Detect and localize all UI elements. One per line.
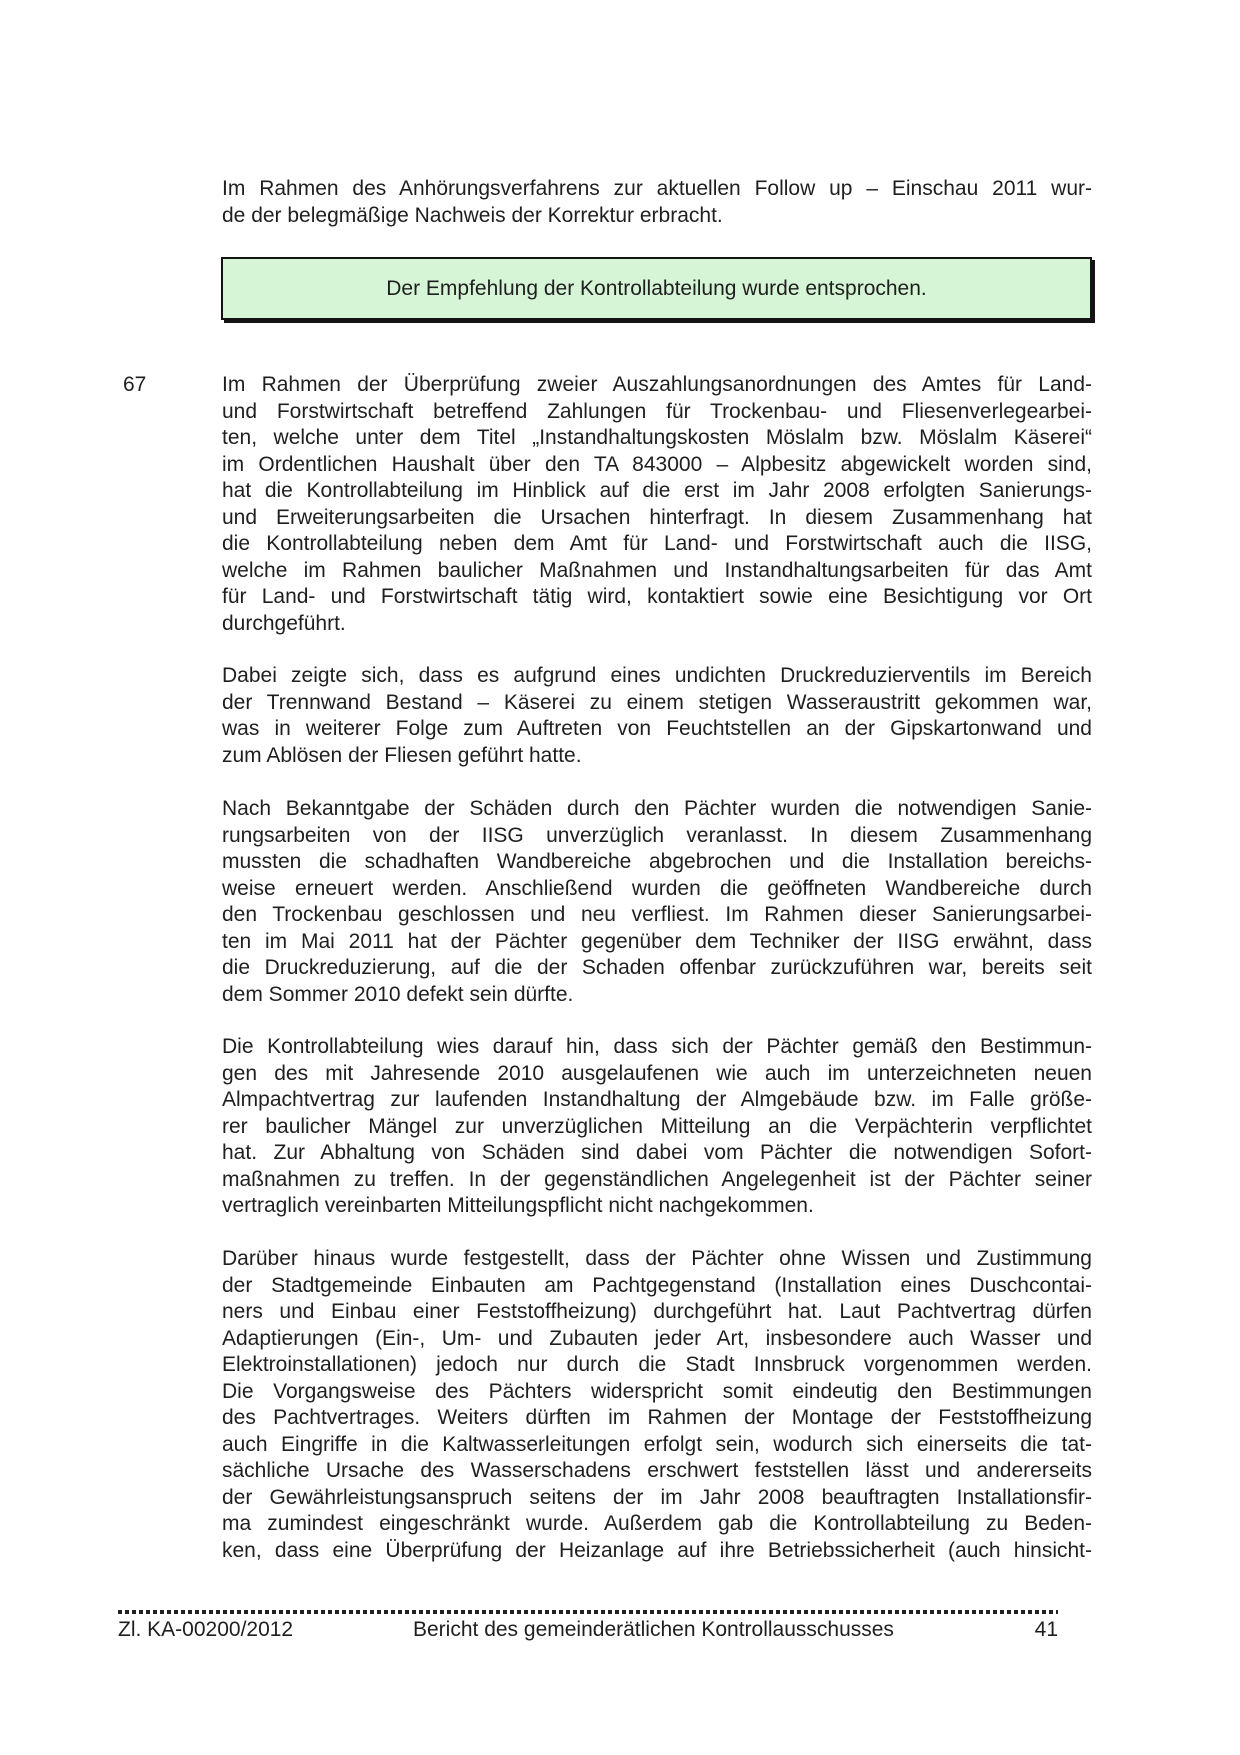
text-line: Die Vorgangsweise des Pächters widerspricht somit eindeutig den Bestimmungen <box>222 1379 1092 1403</box>
text-line: und Erweiterungsarbeiten die Ursachen hinterfragt. In diesem Zusammenhang hat <box>222 505 1092 529</box>
text-line: was in weiterer Folge zum Auftreten von Feuchtstellen an der Gipskartonwand und <box>222 717 1092 740</box>
text-line: im Ordentlichen Haushalt über den TA 843000 – Alpbesitz abgewickelt worden sind, <box>222 452 1092 476</box>
text-line: ten im Mai 2011 hat der Pächter gegenüber dem Techniker der IISG erwähnt, dass <box>222 929 1092 953</box>
text-line: Im Rahmen der Überprüfung zweier Auszahlungsanordnungen des Amtes für Land- <box>222 373 1092 396</box>
text-line: Nach Bekanntgabe der Schäden durch den Pächter wurden die notwendigen Sanie- <box>222 797 1092 820</box>
text-line: ken, dass eine Überprüfung der Heizanlage auf ihre Betriebssicherheit (auch hinsicht- <box>222 1538 1092 1562</box>
text-line: des Pachtvertrages. Weiters dürften im Rahmen der Montage der Feststoffheizung <box>222 1406 1092 1429</box>
item-number: 67 <box>123 373 147 396</box>
text-line: durchgeführt. <box>222 611 346 635</box>
body-paragraph <box>222 372 1092 637</box>
footer-title: Bericht des gemeinderätlichen Kontrollausschusses <box>413 1618 894 1641</box>
footer-reference: Zl. KA-00200/2012 <box>118 1618 294 1641</box>
text-line: hat. Zur Abhaltung von Schäden sind dabei vom Pächter die notwendigen Sofort- <box>222 1141 1092 1164</box>
body-paragraph <box>222 1246 1092 1564</box>
text-line: mussten die schadhaften Wandbereiche abgebrochen und die Installation bereichs- <box>222 850 1092 873</box>
text-line: Adaptierungen (Ein-, Um- und Zubauten jeder Art, insbesondere auch Wasser und <box>222 1326 1092 1350</box>
text-line: die Kontrollabteilung neben dem Amt für Land- und Forstwirtschaft auch die IISG, <box>222 532 1092 555</box>
text-line: Die Kontrollabteilung wies darauf hin, dass sich der Pächter gemäß den Bestimmun- <box>222 1035 1092 1058</box>
body-paragraph <box>222 663 1092 769</box>
text-line: rer baulicher Mängel zur unverzüglichen Mitteilung an die Verpächterin verpflichtet <box>222 1114 1092 1138</box>
text-line: Dabei zeigte sich, dass es aufgrund eines undichten Druckreduzierventils im Bereich <box>222 664 1092 687</box>
text-line: auch Eingriffe in die Kaltwasserleitungen erfolgt sein, wodurch sich einerseits die tat- <box>222 1432 1092 1456</box>
recommendation-box <box>221 257 1092 320</box>
text-line: sächliche Ursache des Wasserschadens erschwert feststellen lässt und andererseits <box>222 1459 1092 1482</box>
text-line: zum Ablösen der Fliesen geführt hatte. <box>222 743 582 767</box>
text-line: weise erneuert werden. Anschließend wurden die geöffneten Wandbereiche durch <box>222 876 1092 900</box>
text-line: der Stadtgemeinde Einbauten am Pachtgegenstand (Installation eines Duschcontai- <box>222 1273 1092 1297</box>
text-line: vertraglich vereinbarten Mitteilungspflicht nicht nachgekommen. <box>222 1194 814 1217</box>
text-line: dem Sommer 2010 defekt sein dürfte. <box>222 982 574 1006</box>
body-paragraph <box>222 796 1092 1008</box>
text-line: maßnahmen zu treffen. In der gegenständlichen Angelegenheit ist der Pächter seiner <box>222 1167 1092 1191</box>
text-line: für Land- und Forstwirtschaft tätig wird, kontaktiert sowie eine Besichtigung vor Ort <box>222 585 1092 608</box>
text-line: gen des mit Jahresende 2010 ausgelaufenen wie auch im unterzeichneten neuen <box>222 1061 1092 1085</box>
text-line: de der belegmäßige Nachweis der Korrektur erbracht. <box>222 203 723 227</box>
text-line: den Trockenbau geschlossen und neu verfliest. Im Rahmen dieser Sanierungsarbei- <box>222 903 1092 926</box>
text-line: der Gewährleistungsanspruch seitens der im Jahr 2008 beauftragten Installationsfir- <box>222 1485 1092 1509</box>
text-line: ma zumindest eingeschränkt wurde. Außerdem gab die Kontrollabteilung zu Beden- <box>222 1512 1092 1535</box>
recommendation-box-text: Der Empfehlung der Kontrollabteilung wurde entsprochen. <box>386 276 927 300</box>
text-line: Almpachtvertrag zur laufenden Instandhaltung der Almgebäude bzw. im Falle größe- <box>222 1088 1092 1111</box>
text-line: die Druckreduzierung, auf die der Schaden offenbar zurückzuführen war, bereits seit <box>222 956 1092 979</box>
body-paragraph <box>222 1034 1092 1220</box>
intro-paragraph <box>222 176 1092 229</box>
text-line: Elektroinstallationen) jedoch nur durch die Stadt Innsbruck vorgenommen werden. <box>222 1353 1092 1376</box>
text-line: Darüber hinaus wurde festgestellt, dass der Pächter ohne Wissen und Zustimmung <box>222 1247 1092 1270</box>
footer-page-number: 41 <box>1034 1618 1058 1641</box>
text-line: hat die Kontrollabteilung im Hinblick auf die erst im Jahr 2008 erfolgten Sanierungs- <box>222 479 1092 502</box>
footer-divider <box>118 1610 1058 1614</box>
text-line: welche im Rahmen baulicher Maßnahmen und Instandhaltungsarbeiten für das Amt <box>222 558 1092 582</box>
text-line: rungsarbeiten von der IISG unverzüglich veranlasst. In diesem Zusammenhang <box>222 823 1092 847</box>
text-line: Im Rahmen des Anhörungsverfahrens zur aktuellen Follow up – Einschau 2011 wur- <box>222 177 1092 200</box>
text-line: und Forstwirtschaft betreffend Zahlungen für Trockenbau- und Fliesenverlegearbei- <box>222 399 1092 423</box>
text-line: ners und Einbau einer Feststoffheizung) durchgeführt hat. Laut Pachtvertrag dürfen <box>222 1300 1092 1323</box>
text-line: ten, welche unter dem Titel „Instandhaltungskosten Möslalm bzw. Möslalm Käserei“ <box>222 426 1092 449</box>
text-line: der Trennwand Bestand – Käserei zu einem stetigen Wasseraustritt gekommen war, <box>222 690 1092 714</box>
